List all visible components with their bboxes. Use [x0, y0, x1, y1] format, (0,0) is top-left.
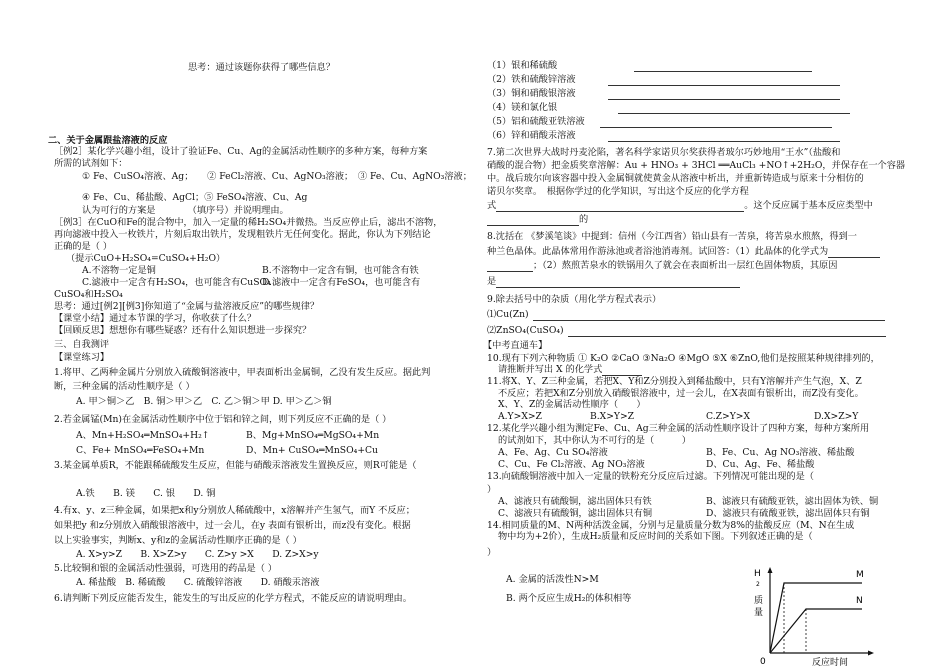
line-m	[770, 583, 862, 653]
example-2-line1: ［例2］某化学兴趣小组，设计了验证Fe、Cu、Ag的金属活动性顺序的多种方案，每种方案	[54, 146, 428, 157]
q6-stem: 6.请判断下列反应能否发生，能发生的写出反应的化学方程式，不能反应的请说明理由。	[54, 593, 412, 604]
example-3-option-b: B.不溶物中一定含有铜，也可能含有铁	[262, 265, 419, 276]
example-3-line1: ［例3］在CuO和Fe的混合物中，加入一定量的稀H₂SO₄并微热。当反应停止后，滤出不溶物，	[54, 217, 443, 228]
q11-option-d: D.X>Z>Y	[814, 411, 859, 422]
q7-line6: 的	[487, 214, 588, 226]
q9-stem: 9.除去括号中的杂质（用化学方程式表示）	[487, 294, 662, 305]
y-axis-arrow	[768, 567, 773, 573]
q10-line1: 10.现有下列六种物质 ① K₂O ②CaO ③Na₂O ④MgO ⑤X ⑥ZnO,他们是按照某种规律排列的，	[487, 353, 880, 364]
y-axis-label-text-2: 量	[754, 608, 764, 618]
q14-option-b: B. 两个反应生成H₂的体积相等	[506, 593, 632, 604]
q7-line4: 诺贝尔奖章。 根据你学过的化学知识，写出这个反应的化学方程	[487, 186, 749, 197]
q13-option-d: D、滤液只有硫酸亚铁，滤出固体只有铜	[706, 508, 870, 519]
q4-line3: 以上实验事实，判断x、y和z的金属活动性顺序正确的是（ ）	[54, 535, 302, 546]
q12-option-d: D、Cu、Ag、Fe、稀盐酸	[706, 459, 815, 470]
line-m-label: M	[856, 570, 864, 580]
example-3-option-d: D.滤液中一定含有FeSO₄，也可能含有	[262, 277, 421, 288]
q10-line2: 请推断并写出 X 的化学式	[498, 364, 642, 376]
q7-line5: 式 。这个反应属于基本反应类型中	[487, 200, 873, 211]
reaction-1: （1）银和稀硫酸	[487, 60, 812, 72]
q11-option-c: C.Z>Y>X	[706, 411, 751, 422]
q2-option-d: D、Mn+ CuSO₄═MnSO₄+Cu	[246, 445, 378, 456]
q14-line2: 物中均为+2价），生成H₂质量和反应时间的关系如下图。下列叙述正确的是（	[498, 531, 813, 542]
q5-options: A. 稀盐酸 B. 稀硫酸 C. 硫酸锌溶液 D. 硝酸汞溶液	[76, 577, 320, 588]
q13-option-b: B、滤液只有硫酸亚铁，滤出固体为铁、铜	[706, 496, 879, 507]
q11-line2: 不反应；若把X和Z分别放入硝酸银溶液中，过一会儿，在X表面有银析出，而Z没有变化。	[498, 388, 864, 399]
q14-line3: ）	[487, 547, 497, 558]
example-2-line2: 所需的试剂如下：	[54, 158, 128, 169]
h2-mass-vs-time-graph	[752, 563, 882, 668]
q2-option-c: C、Fe+ MnSO₄═FeSO₄+Mn	[76, 445, 205, 456]
q8-line2: 种兰色晶体。此晶体常用作游泳池或者浴池消毒剂。试回答：（1）此晶体的化学式为	[487, 246, 880, 258]
exam-heading: 【中考直通车】	[483, 340, 548, 351]
q12-option-b: B、Fe、Cu、Ag NO₃溶液、稀盐酸	[706, 447, 855, 458]
q4-line2: 如果把y 和z分别放入硝酸银溶液中，过一会儿，在y 表面有银析出，而z没有变化。根据	[54, 520, 411, 531]
reaction-5: （5）铝和硫酸亚铁溶液	[487, 116, 832, 128]
q8-line4: 是	[487, 276, 740, 288]
example-2-options1: ① Fe、CuSO₄溶液、Ag； ② FeCl₂溶液、Cu、AgNO₃溶液； ③ Fe、Cu、AgNO₃溶液；	[82, 171, 472, 182]
example-3-hint: （提示CuO+H₂SO₄=CuSO₄+H₂O）	[66, 253, 226, 264]
example-2-question: 认为可行的方案是 （填序号）并说明理由。	[82, 205, 289, 216]
reaction-2: （2）铁和硫酸锌溶液	[487, 74, 840, 86]
q13-stem: 13.向硫酸铜溶液中加入一定量的铁粉充分反应后过滤。下列情况可能出现的是（	[487, 471, 814, 482]
q1-line1: 1.将甲、乙两种金属片分别放入硫酸铜溶液中，甲表面析出金属铜，乙没有发生反应。据此判	[54, 367, 431, 378]
y-axis-label-subscript: 2	[756, 581, 760, 588]
y-axis-label-text-1: 质	[754, 596, 764, 606]
q12-option-c: C、Cu、Fe Cl₂溶液、Ag NO₃溶液	[498, 459, 645, 470]
line-n-label: N	[856, 596, 863, 606]
q12-option-a: A、Fe、Ag、Cu SO₄溶液	[498, 447, 608, 458]
q2-option-b: B、Mg+MnSO₄═MgSO₄+Mn	[246, 430, 380, 441]
q14-line1: 14.相同质量的M、N两种活泼金属，分别与足量质量分数为8%的盐酸反应（M、N在生成	[487, 520, 855, 531]
q14-option-a: A. 金属的活泼性N>M	[506, 574, 599, 585]
q1-options: A. 甲＞铜＞乙 B. 铜＞甲＞乙 C. 乙＞铜＞甲 D. 甲＞乙＞铜	[76, 396, 332, 407]
review-reflection: 【回顾反思】想想你有哪些疑惑？还有什么知识想进一步探究？	[54, 325, 312, 336]
q2-option-a: A、Mn+H₂SO₄═MnSO₄+H₂↑	[76, 430, 210, 441]
q12-line1: 12.某化学兴趣小组为测定Fe、Cu、Ag三种金属的活动性顺序设计了四种方案，每种方案所用	[487, 423, 870, 434]
reaction-4: （4）镁和氯化银	[487, 102, 850, 114]
q11-option-b: B.X>Y>Z	[590, 411, 635, 422]
example-3-option-d-cont: CuSO₄和H₂SO₄	[54, 289, 123, 300]
q13-stem-end: ）	[487, 484, 497, 495]
practice-heading: 【课堂练习】	[54, 352, 110, 363]
example-3-option-a: A.不溶物一定是铜	[82, 265, 156, 276]
y-axis-label-h: H	[754, 569, 761, 579]
section-2-heading: 二、关于金属跟盐溶液的反应	[48, 135, 168, 146]
example-3-line3: 正确的是（ ）	[54, 241, 113, 252]
q5-stem: 5.比较铜和银的金属活动性强弱，可选用的药品是（ ）	[54, 563, 277, 574]
example-2-options2: ④ Fe、Cu、稀盐酸、AgCl；⑤ FeSO₄溶液、Cu、Ag	[82, 192, 308, 203]
q1-line2: 断，三种金属的活动性顺序是（ ）	[54, 381, 195, 392]
section-3-heading: 三、自我测评	[54, 339, 110, 350]
reaction-3: （3）铜和硝酸银溶液	[487, 88, 840, 100]
q9-item-2: ⑵ZnSO₄(CuSO₄)	[487, 325, 886, 337]
q12-line2: 的试剂如下，其中你认为不可行的是（ ）	[498, 435, 691, 446]
q8-line3: ；（2）熬煎苦泉水的铁锅用久了就会在表面析出一层红色固体物质，其原因	[487, 260, 837, 272]
q11-line3: X、Y、Z的金属活动性顺序（ ）	[498, 399, 646, 410]
q4-line1: 4.有x、y、z三种金属，如果把x和y分别放人稀硫酸中，x溶解并产生氢气，而Y 不反应；	[54, 505, 415, 516]
q11-option-a: A.Y>X>Z	[498, 411, 542, 422]
x-axis-arrow	[868, 651, 874, 656]
q7-line2: 硝酸的混合物）把金质奖章溶解：Au + HNO₃ + 3HCl ══AuCl₃ +NO↑+2H₂O，并保存在一个容器	[487, 160, 906, 171]
q7-line1: 7.第二次世界大战时丹麦沦陷，著名科学家诺贝尔奖获得者玻尔巧妙地用“王水”（盐酸和	[487, 147, 841, 158]
origin-label: 0	[760, 657, 766, 667]
q9-item-1: ⑴Cu(Zn)	[487, 309, 885, 321]
q7-line3: 中。战后玻尔向该容器中投入金属铜就使黄金从溶液中析出，并重新铸造成与原来十分相仿的	[487, 173, 864, 184]
think-question-1: 思考：通过该题你获得了哪些信息？	[188, 62, 335, 73]
example-3-option-c: C.滤液中一定含有H₂SO₄，也可能含有CuSO₄	[82, 277, 271, 288]
reaction-6: （6）锌和硝酸汞溶液	[487, 130, 840, 142]
q13-option-c: C、滤液只有硫酸铜，滤出固体只有铜	[498, 508, 653, 519]
q8-line1: 8.沈括在 《梦溪笔谈》中提到：信州（今江西省）铅山县有一苦泉，将苦泉水煎熬，得到一	[487, 231, 857, 242]
q4-options: A. X>y>Z B. X>Z>y C. Z>y >X D. Z>X>y	[76, 549, 319, 560]
x-axis-label: 反应时间	[812, 658, 849, 668]
q3-options: A.铁 B. 镁 C. 银 D. 铜	[76, 488, 216, 499]
example-3-line2: 再向滤液中投入一枚铁片，片刻后取出铁片，发现粗铁片无任何变化。据此，你认为下列结论	[54, 229, 431, 240]
class-summary: 【课堂小结】通过本节课的学习，你收获了什么？	[54, 313, 257, 324]
think-question-2: 思考：通过[例2][例3]你知道了“金属与盐溶液反应”的哪些规律？	[54, 301, 320, 312]
q11-line1: 11.将X、Y、Z三种金属，若把X、Y和Z分别投入到稀盐酸中，只有Y溶解并产生气泡，X、Z	[487, 376, 862, 387]
q3-stem: 3.某金属单质R，不能跟稀硫酸发生反应，但能与硝酸汞溶液发生置换反应，则R可能是（	[54, 460, 417, 471]
q2-stem: 2.若金属锰(Mn)在金属活动性顺序中位于铝和锌之间，则下列反应不正确的是（ ）	[54, 414, 392, 425]
q13-option-a: A、滤液只有硫酸铜，滤出固体只有铁	[498, 496, 652, 507]
